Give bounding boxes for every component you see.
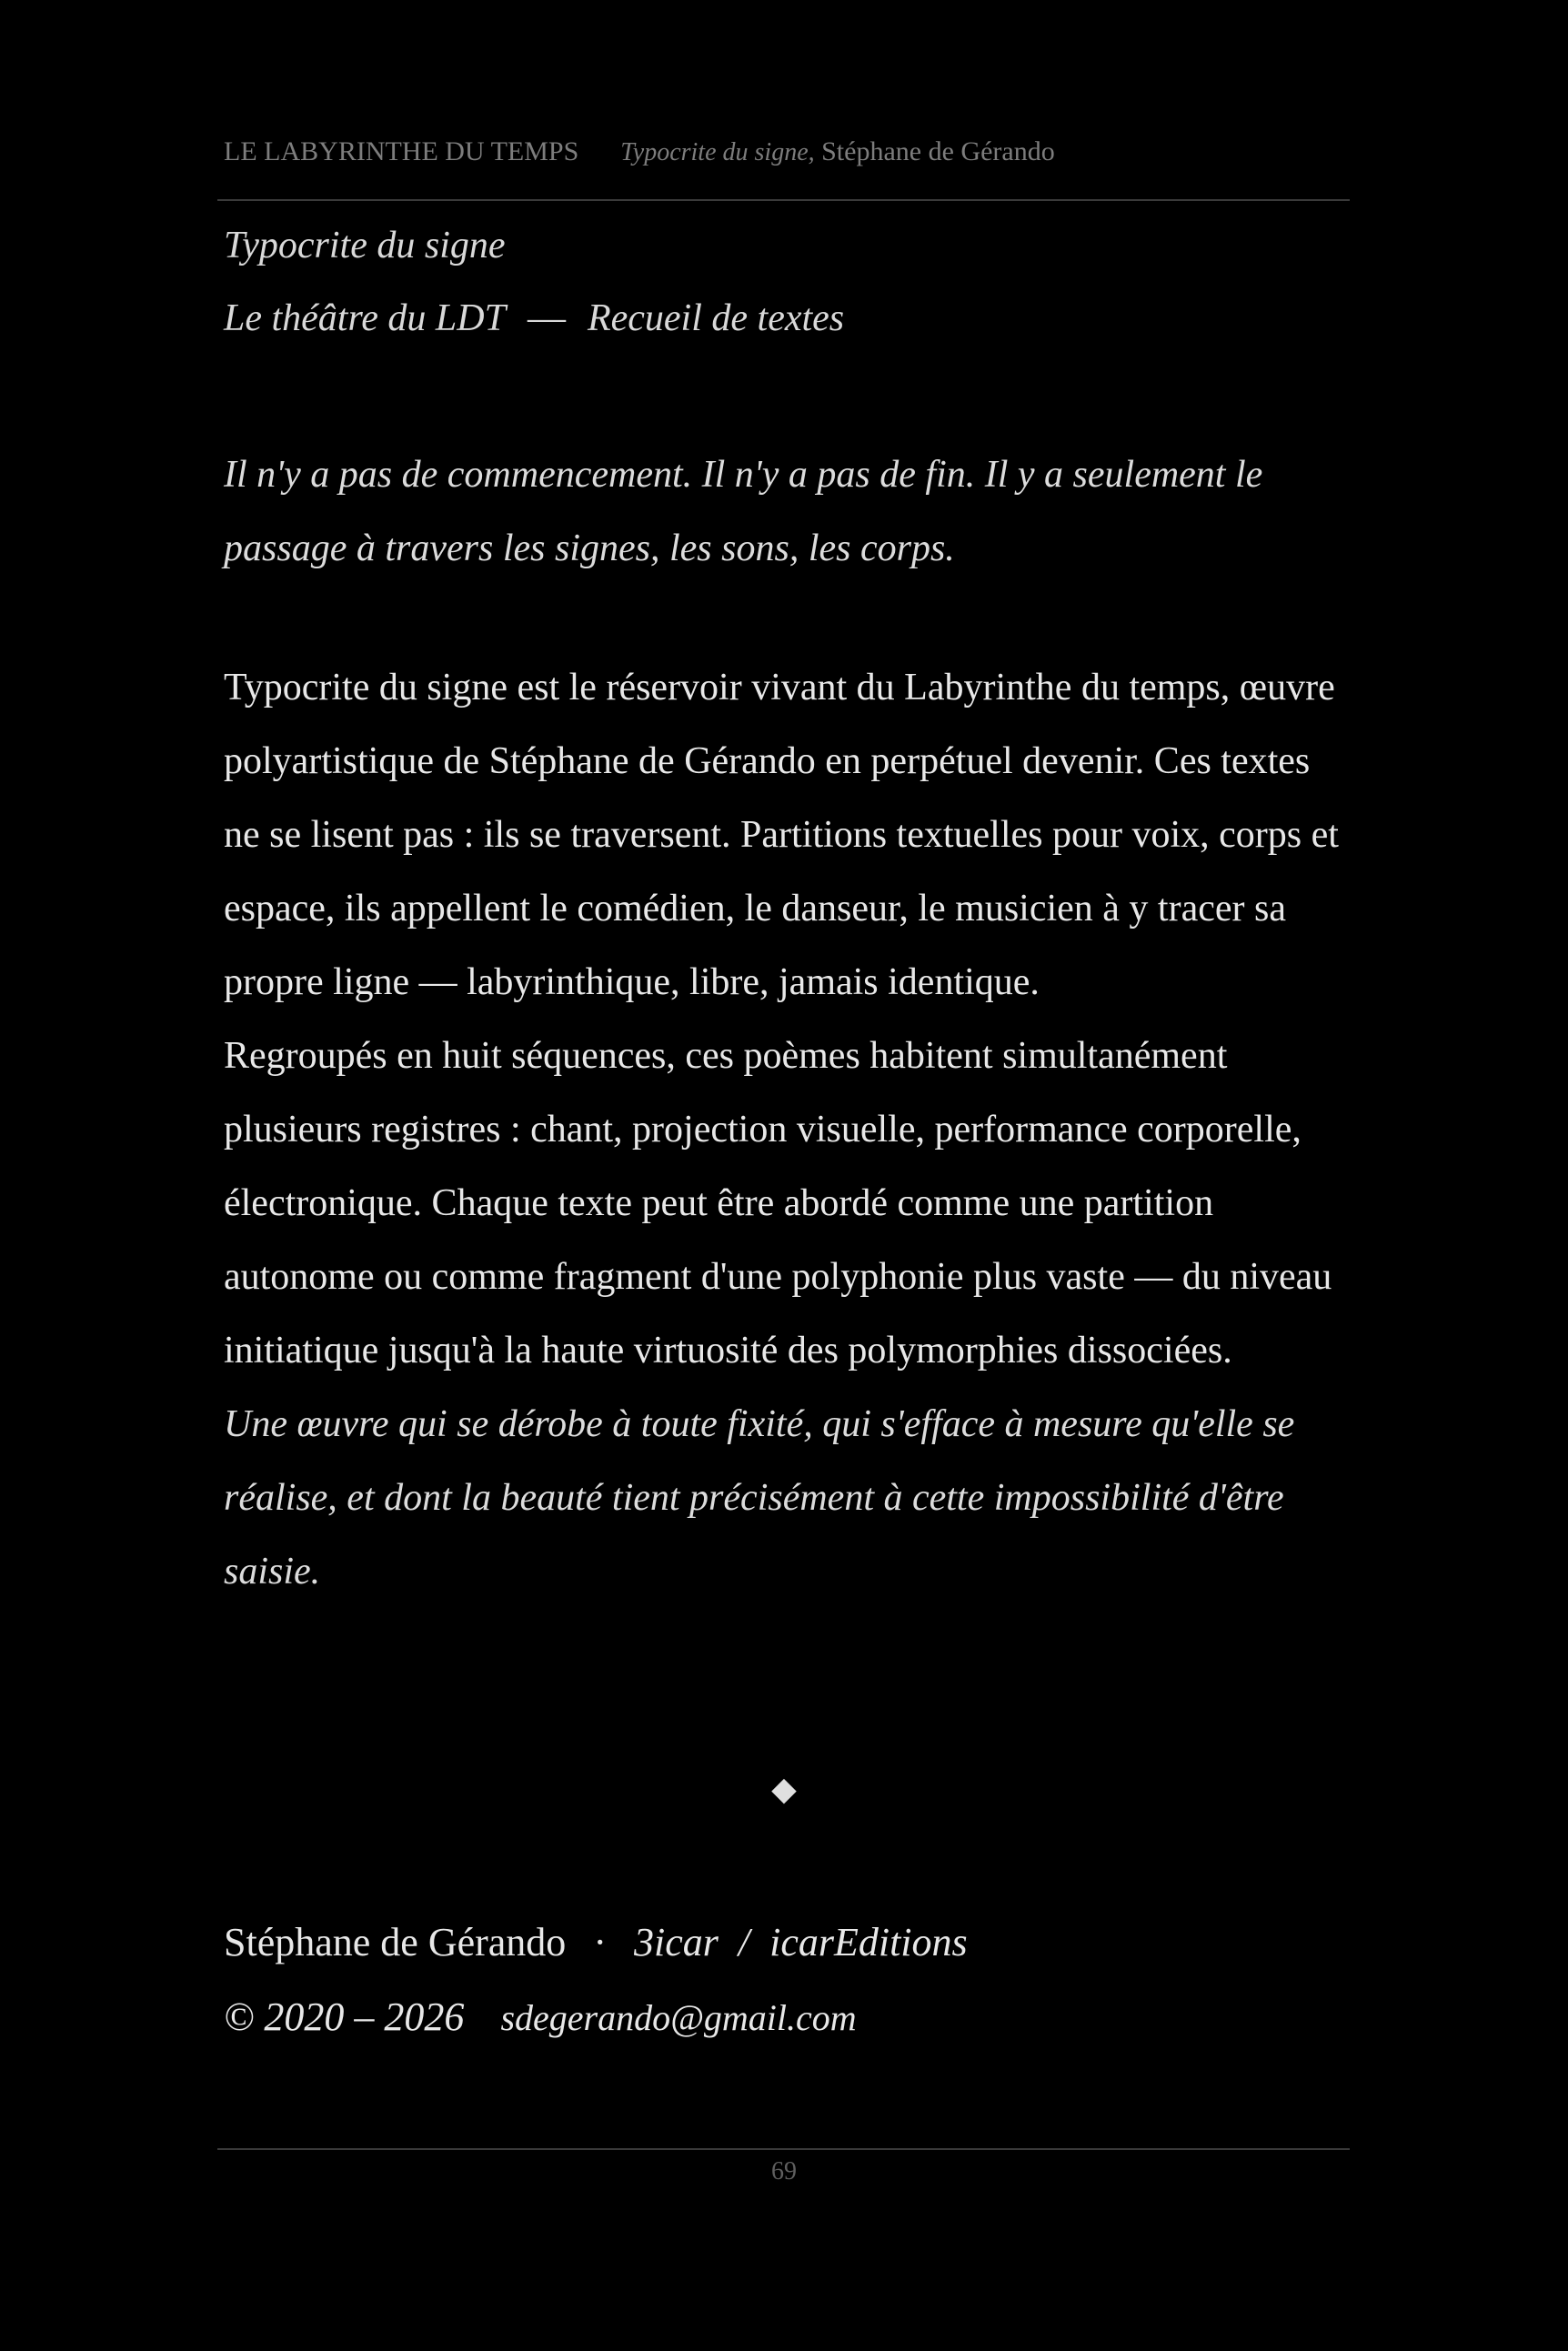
body-paragraph-1: Typocrite du signe est le réservoir vivant du Labyrinthe du temps, œuvre polyartistique de Stéphane de Gérando en perpétuel devenir. Ces textes ne se lisent pas : ils se traversent. Partitions textuelles pour voix, corps et espace, ils appellent le comédien, le danseur, le musicien à y tracer sa propre ligne — labyrinthique, libre, jamais identique. bbox=[224, 667, 1339, 1003]
epigraph: Il n'y a pas de commencement. Il n'y a pas de fin. Il y a seulement le passage à travers les signes, les sons, les corps. bbox=[224, 454, 1263, 569]
running-author: Stéphane de Gérando bbox=[821, 136, 1055, 166]
work-subtitle bbox=[224, 296, 844, 340]
theatre-name: Le théâtre du LDT bbox=[224, 297, 506, 339]
publisher-icareditions: icarEditions bbox=[769, 1920, 968, 1964]
page-number: 69 bbox=[771, 2157, 797, 2185]
running-work-title: Typocrite du signe, bbox=[620, 138, 815, 166]
copyright-years: © 2020 – 2026 bbox=[224, 1994, 465, 2039]
footer-rule bbox=[217, 2148, 1350, 2150]
separator-dot: · bbox=[593, 1920, 607, 1964]
body-text bbox=[224, 651, 1352, 1609]
running-header bbox=[224, 136, 1352, 167]
work-title: Typocrite du signe bbox=[224, 225, 506, 266]
footer-author: Stéphane de Gérando bbox=[224, 1920, 567, 1964]
running-title: LE LABYRINTHE DU TEMPS bbox=[224, 136, 579, 166]
closing-paragraph: Une œuvre qui se dérobe à toute fixité, qui s'efface à mesure qu'elle se réalise, et dont la beauté tient précisément à cette impossibilité d'être saisie. bbox=[224, 1403, 1295, 1592]
signature-line bbox=[224, 1919, 968, 1965]
body-paragraph-2: Regroupés en huit séquences, ces poèmes habitent simultanément plusieurs registres : chant, projection visuelle, performance corporelle, électronique. Chaque texte peut être abordé comme une partition autonome ou comme fragment d'une polyphonie plus vaste — du niveau initiatique jusqu'à la haute virtuosité des polymorphies dissociées. bbox=[224, 1035, 1332, 1371]
diamond-ornament-icon: ◆ bbox=[771, 1771, 797, 1807]
header-rule bbox=[217, 199, 1350, 201]
publisher-slash: / bbox=[738, 1920, 750, 1964]
collection-name: Recueil de textes bbox=[587, 297, 845, 339]
subtitle-dash: — bbox=[527, 297, 566, 339]
copyright-line bbox=[224, 1994, 857, 2040]
contact-email: sdegerando@gmail.com bbox=[500, 1997, 857, 2038]
publisher-3icar: 3icar bbox=[633, 1920, 719, 1964]
